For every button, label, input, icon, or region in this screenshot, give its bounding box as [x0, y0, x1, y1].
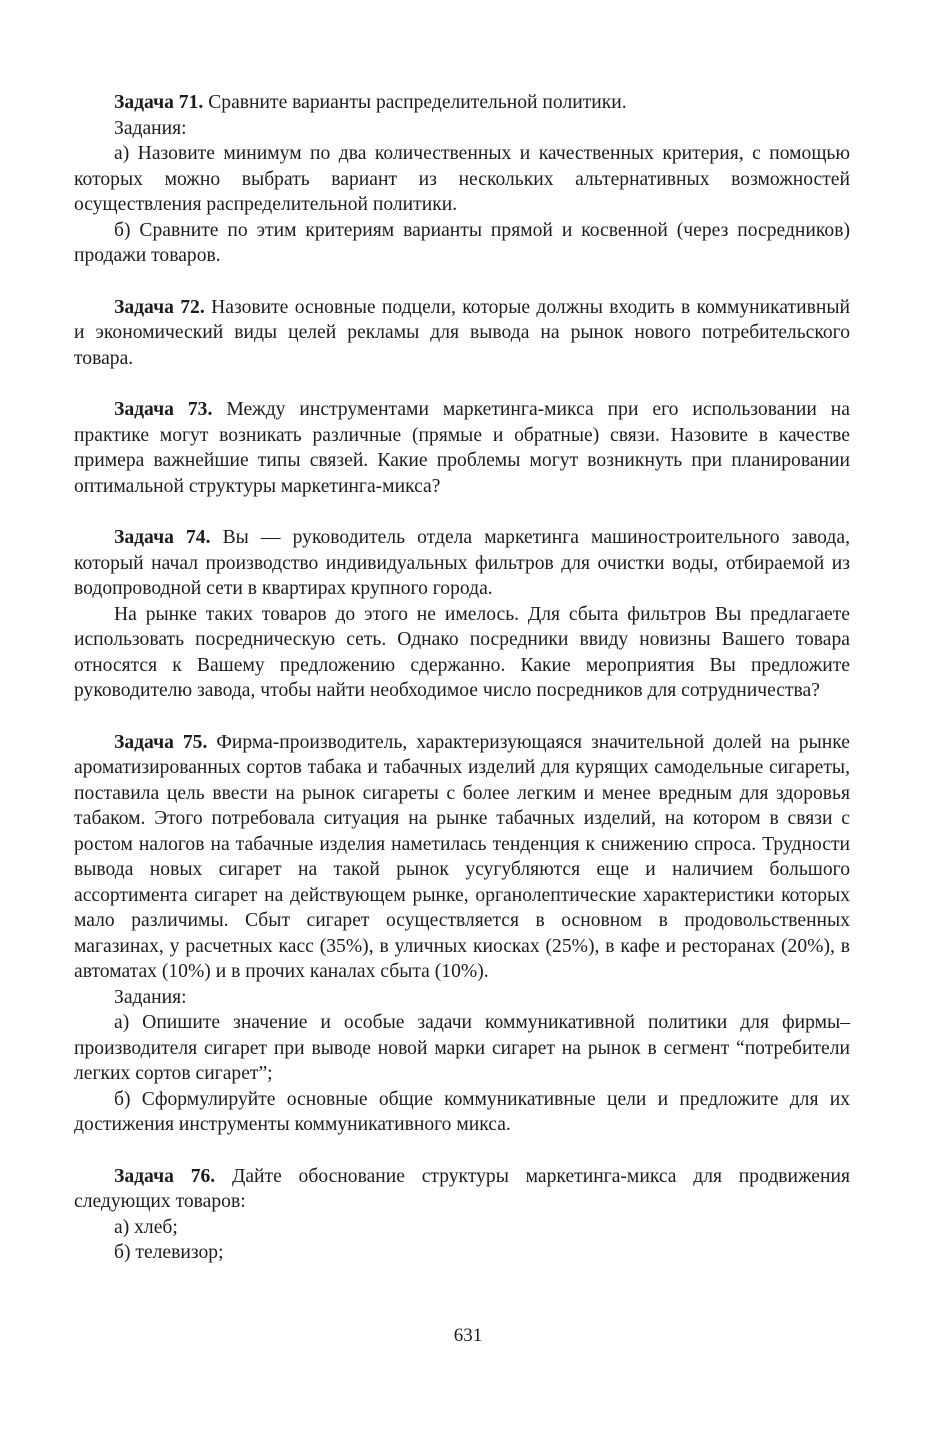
- task-72-text: Назовите основные подцели, которые должны входить в коммуникативный и экономический виды целей рекламы для вывода на рынок нового потребительского товара.: [74, 296, 850, 369]
- task-73-text: Между инструментами маркетинга-микса при его использовании на практике могут возникать различные (прямые и обратные) связи. Назовите в качестве примера важнейшие типы связей. Какие проблемы могут возникнуть при планировании оптимальной структуры маркетинга-микса?: [74, 399, 850, 497]
- task-75-statement: [74, 730, 850, 985]
- task-76: [74, 1164, 850, 1266]
- task-74-title: Задача 74.: [114, 527, 211, 548]
- task-72-statement: [74, 295, 850, 372]
- task-71-statement: [74, 90, 850, 116]
- task-72-title: Задача 72.: [114, 296, 205, 318]
- task-75-item-b: б) Сформулируйте основные общие коммуникативные цели и предложите для их достижения инструменты коммуникативного микса.: [74, 1088, 850, 1135]
- task-74-statement: [74, 525, 850, 602]
- task-73-title: Задача 73.: [114, 399, 213, 420]
- task-76-text: Дайте обоснование структуры маркетинга-микса для продвижения следующих товаров:: [74, 1165, 850, 1212]
- task-75-text: Фирма-производитель, характеризующаяся значительной долей на рынке ароматизированных сортов табака и табачных изделий для курящих самодельные сигареты, поставила цель ввести на рынок сигареты с более легким и менее вредным для здоровья табаком. Этого потребовала ситуация на рынке табачных изделий, на котором в связи с ростом налогов на табачные изделия наметилась тенденция к снижению спроса. Трудности вывода новых сигарет на такой рынок усугубляются еще и наличием большого ассортимента сигарет на действующем рынке, органолептические характеристики которых мало различимы. Сбыт сигарет осуществляется в основном в продовольственных магазинах, у расчетных касс (35%), в уличных киосках (25%), в кафе и ресторанах (20%), в автоматах (10%) и в прочих каналах сбыта (10%).: [74, 731, 850, 982]
- task-76-title: Задача 76.: [114, 1165, 216, 1187]
- page-body: [74, 90, 850, 1266]
- task-75-title: Задача 75.: [114, 731, 208, 753]
- task-73-statement: [74, 397, 850, 499]
- task-76-item-a: а) хлеб;: [114, 1216, 178, 1238]
- task-71: [74, 90, 850, 269]
- task-75: [74, 730, 850, 1138]
- task-74-paragraph-2: На рынке таких товаров до этого не имелось. Для сбыта фильтров Вы предлагаете использовать посредническую сеть. Однако посредники ввиду новизны Вашего товара относятся к Вашему предложению сдержанно. Какие мероприятия Вы предложите руководителю завода, чтобы найти необходимое число посредников для сотрудничества?: [74, 603, 850, 701]
- task-75-item-a: а) Опишите значение и особые задачи коммуникативной политики для фирмы–производителя сигарет при выводе новой марки сигарет на рынок в сегмент “потребители легких сортов сигарет”;: [74, 1012, 850, 1084]
- task-72: [74, 295, 850, 372]
- task-74: [74, 525, 850, 704]
- task-74-text: Вы — руководитель отдела маркетинга машиностроительного завода, который начал производство индивидуальных фильтров для очистки воды, отбираемой из водопроводной сети в квартирах крупного города.: [74, 527, 850, 599]
- page-number: 631: [453, 1325, 483, 1346]
- task-76-item-b: б) телевизор;: [114, 1242, 224, 1263]
- task-71-item-b: б) Сравните по этим критериям варианты прямой и косвенной (через посредников) продажи товаров.: [74, 219, 850, 266]
- task-71-tasks-label: Задания:: [114, 117, 187, 139]
- task-73: [74, 397, 850, 499]
- task-71-item-a: а) Назовите минимум по два количественных и качественных критерия, с помощью которых можно выбрать вариант из нескольких альтернативных возможностей осуществления распределительной политики.: [74, 143, 850, 215]
- task-71-text: Сравните варианты распределительной политики.: [208, 92, 627, 113]
- task-71-title: Задача 71.: [114, 92, 204, 113]
- task-75-tasks-label: Задания:: [114, 986, 187, 1008]
- task-76-statement: [74, 1164, 850, 1215]
